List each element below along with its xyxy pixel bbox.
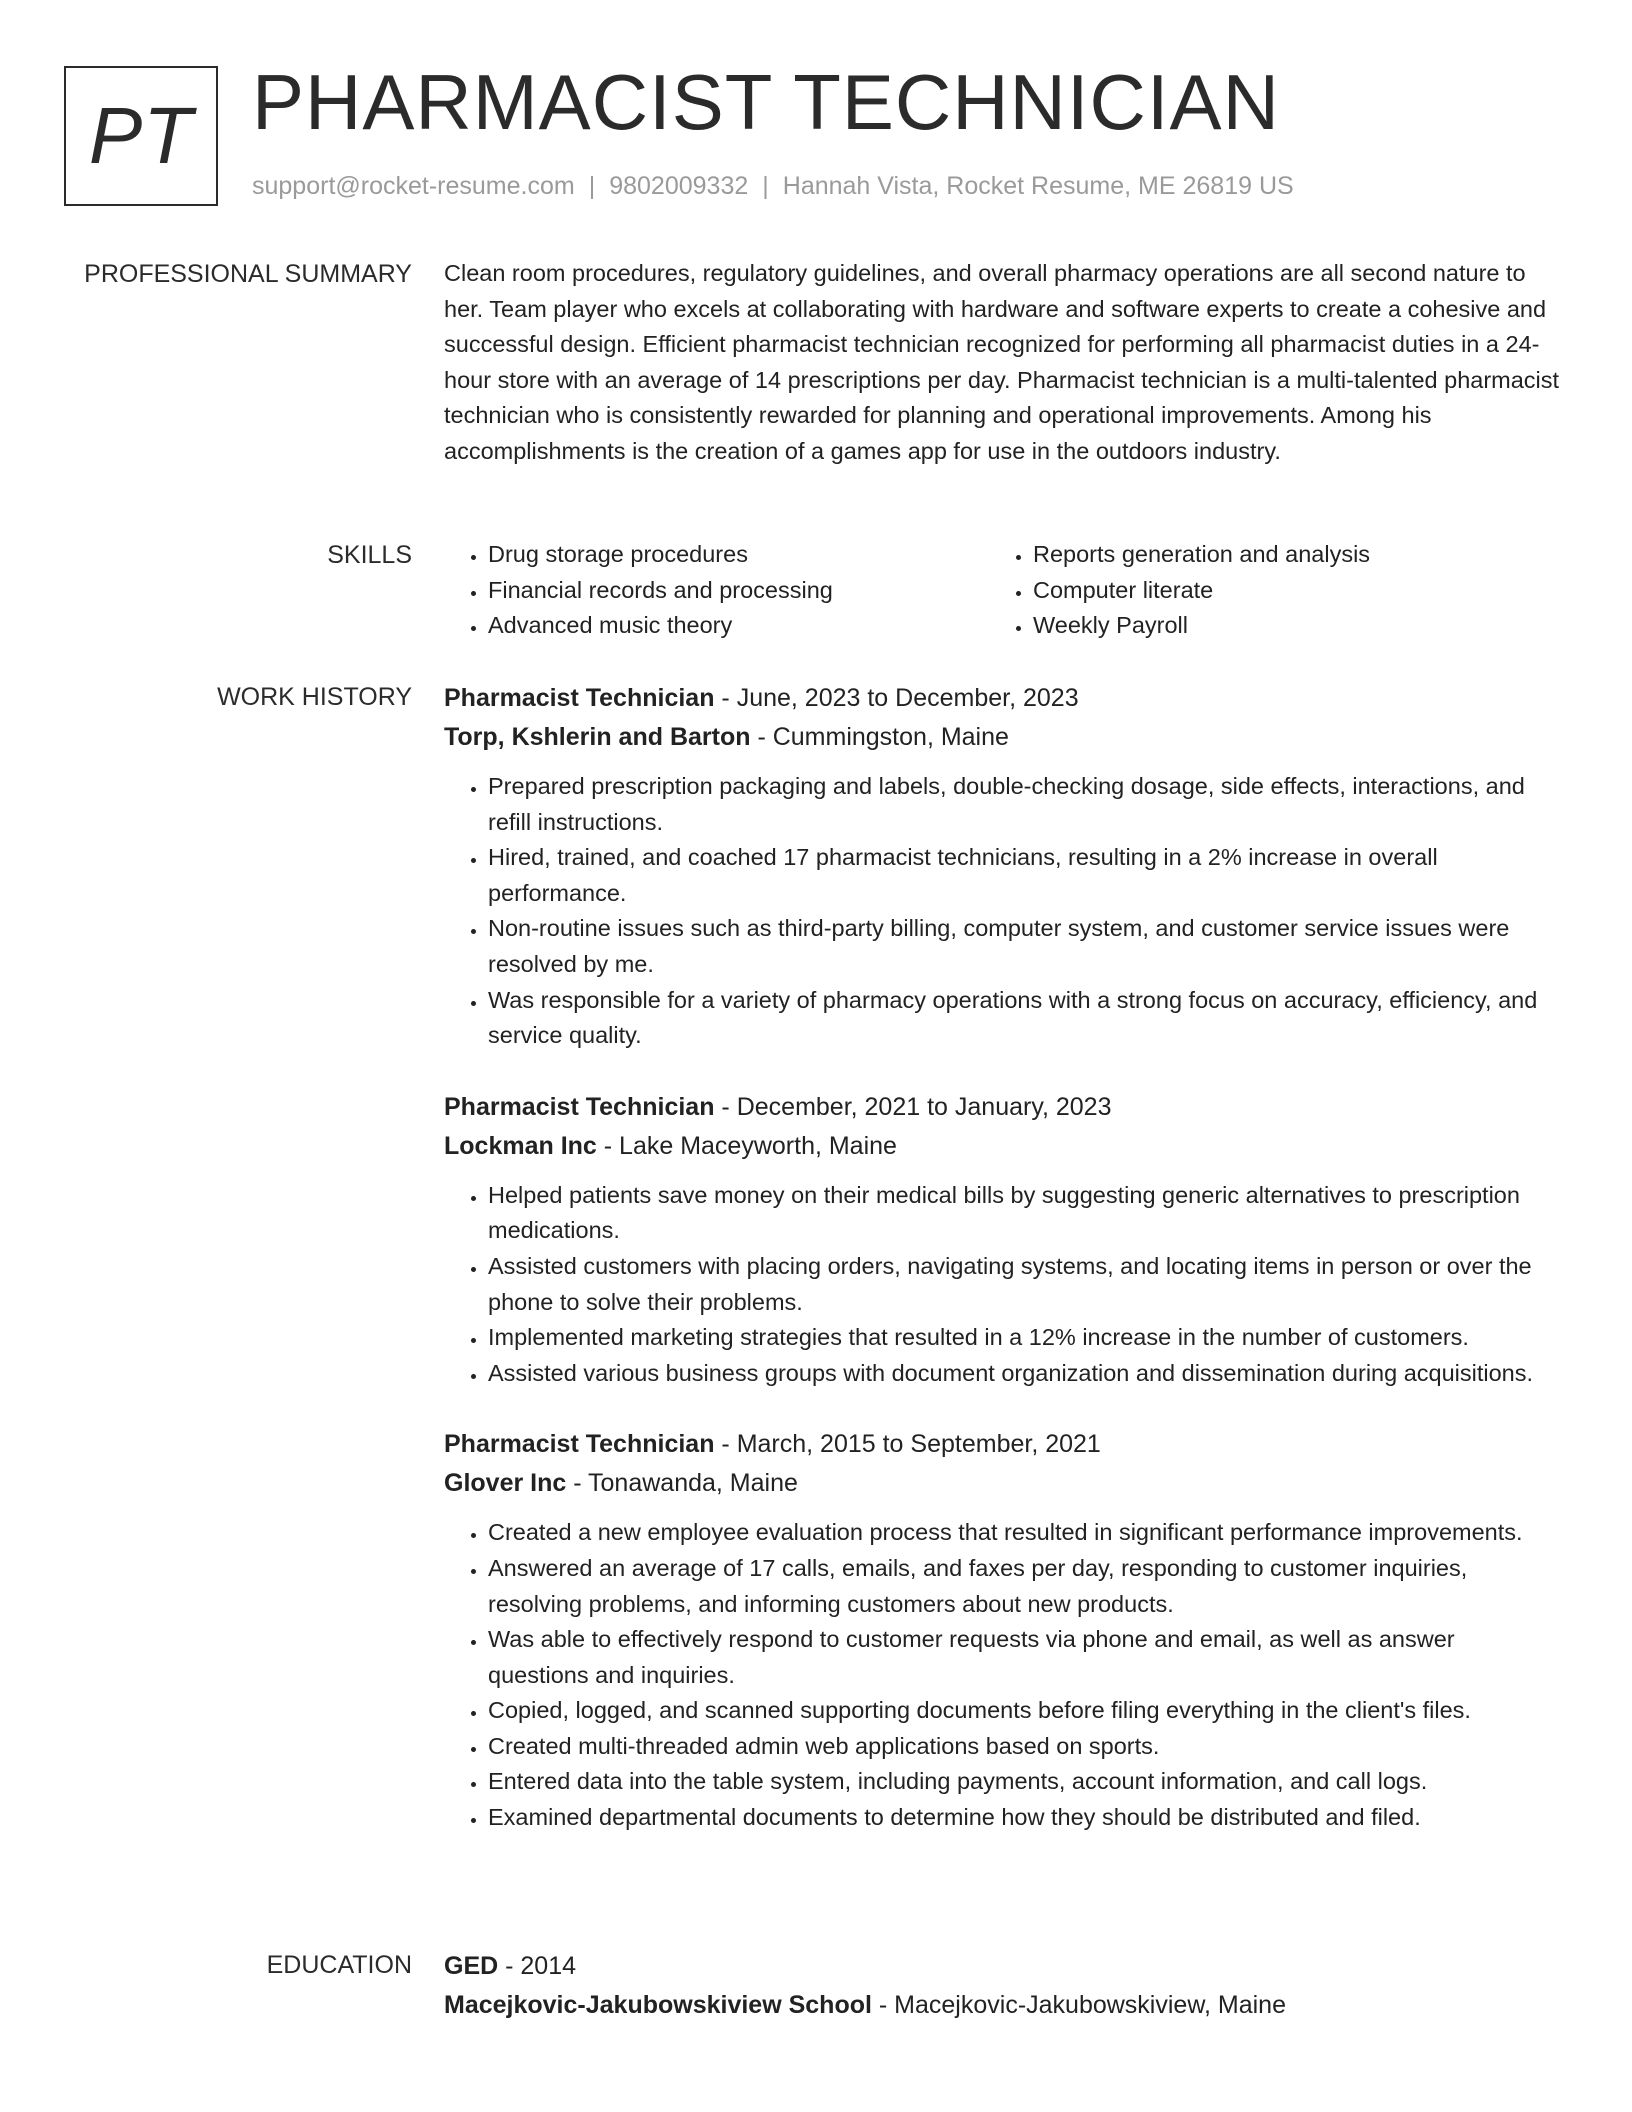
- job-title: Pharmacist Technician: [444, 1092, 715, 1121]
- degree: GED: [444, 1952, 499, 1980]
- job-title: Pharmacist Technician: [444, 684, 715, 712]
- job-title: Pharmacist Technician: [444, 1430, 715, 1459]
- job-company-line: [444, 1126, 1560, 1166]
- job-entry: [444, 1088, 1560, 1392]
- skill-item: • Computer literate: [1033, 573, 1534, 609]
- contact-phone[interactable]: 9802009332: [609, 172, 749, 200]
- job-location: - Lake Maceyworth, Maine: [596, 1131, 897, 1160]
- job-company-line: [444, 717, 1560, 757]
- skills-list-left: [444, 537, 989, 644]
- job-title-line: [444, 1425, 1560, 1463]
- skills-grid: [444, 537, 1560, 644]
- job-bullet: • Created a new employee evaluation process that resulted in significant performance improvements.: [488, 1515, 1560, 1551]
- job-bullets: [444, 1178, 1560, 1392]
- initials-monogram: [64, 66, 218, 206]
- degree-year: - 2014: [498, 1952, 577, 1980]
- school-location: - Macejkovic-Jakubowskiview, Maine: [871, 1991, 1286, 2019]
- degree-line: [444, 1947, 1560, 1985]
- job-bullet: • Answered an average of 17 calls, emails, and faxes per day, responding to customer inquiries, resolving problems, and informing customers about new products.: [488, 1551, 1560, 1622]
- skills-heading: SKILLS: [327, 541, 412, 569]
- candidate-name: PHARMACIST TECHNICIAN: [252, 58, 1280, 146]
- job-bullets: [444, 769, 1560, 1054]
- contact-line: [252, 172, 1294, 201]
- work-history-heading: WORK HISTORY: [217, 683, 412, 711]
- initials-text: PT: [88, 91, 194, 180]
- job-dates: - December, 2021 to January, 2023: [714, 1092, 1112, 1121]
- job-company: Torp, Kshlerin and Barton: [444, 723, 751, 751]
- job-company: Glover Inc: [444, 1469, 567, 1498]
- school-line: [444, 1985, 1560, 2025]
- summary-text: Clean room procedures, regulatory guidelines, and overall pharmacy operations are all second nature to her. Team player who excels at collaborating with hardware and software experts to create a cohesive and successful design. Efficient pharmacist technician recognized for performing all pharmacist duties in a 24-hour store with an average of 14 prescriptions per day. Pharmacist technician is a multi-talented pharmacist technician who is consistently rewarded for planning and operational improvements. Among his accomplishments is the creation of a games app for use in the outdoors industry.: [444, 260, 1560, 464]
- job-location: - Tonawanda, Maine: [566, 1469, 798, 1498]
- job-bullets: [444, 1515, 1560, 1835]
- job-entry: [444, 679, 1560, 1054]
- summary-heading: PROFESSIONAL SUMMARY: [84, 260, 412, 288]
- job-bullet: • Helped patients save money on their medical bills by suggesting generic alternatives to prescription medications.: [488, 1178, 1560, 1249]
- job-bullet: • Created multi-threaded admin web applications based on sports.: [488, 1729, 1560, 1765]
- job-bullet: • Copied, logged, and scanned supporting documents before filing everything in the client's files.: [488, 1693, 1560, 1729]
- skill-item: • Reports generation and analysis: [1033, 537, 1534, 573]
- job-bullet: • Assisted customers with placing orders, navigating systems, and locating items in person or over the phone to solve their problems.: [488, 1249, 1560, 1320]
- job-bullet: • Prepared prescription packaging and labels, double-checking dosage, side effects, interactions, and refill instructions.: [488, 769, 1560, 840]
- job-company: Lockman Inc: [444, 1131, 597, 1160]
- contact-email[interactable]: support@rocket-resume.com: [252, 172, 575, 200]
- contact-separator: |: [762, 172, 769, 200]
- skill-item: • Drug storage procedures: [488, 537, 989, 573]
- job-bullet: • Was responsible for a variety of pharmacy operations with a strong focus on accuracy, efficiency, and service quality.: [488, 983, 1560, 1054]
- job-bullet: • Was able to effectively respond to customer requests via phone and email, as well as answer questions and inquiries.: [488, 1622, 1560, 1693]
- job-bullet: • Entered data into the table system, including payments, account information, and call logs.: [488, 1764, 1560, 1800]
- job-dates: - June, 2023 to December, 2023: [714, 684, 1079, 712]
- skill-item: • Advanced music theory: [488, 608, 989, 644]
- job-title-line: [444, 679, 1560, 717]
- job-entry: [444, 1425, 1560, 1835]
- contact-address: Hannah Vista, Rocket Resume, ME 26819 US: [782, 172, 1294, 200]
- skill-item: • Weekly Payroll: [1033, 608, 1534, 644]
- education-heading: EDUCATION: [266, 1951, 412, 1979]
- job-bullet: • Non-routine issues such as third-party billing, computer system, and customer service issues were resolved by me.: [488, 911, 1560, 982]
- job-location: - Cummingston, Maine: [750, 723, 1009, 751]
- job-company-line: [444, 1463, 1560, 1503]
- contact-separator: |: [588, 172, 596, 200]
- job-bullet: • Implemented marketing strategies that resulted in a 12% increase in the number of customers.: [488, 1320, 1560, 1356]
- job-bullet: • Examined departmental documents to determine how they should be distributed and filed.: [488, 1800, 1560, 1836]
- job-title-line: [444, 1088, 1560, 1126]
- skill-item: • Financial records and processing: [488, 573, 989, 609]
- job-dates: - March, 2015 to September, 2021: [714, 1430, 1101, 1459]
- school-name: Macejkovic-Jakubowskiview School: [444, 1991, 872, 2019]
- job-bullet: • Hired, trained, and coached 17 pharmacist technicians, resulting in a 2% increase in overall performance.: [488, 840, 1560, 911]
- skills-list-right: [989, 537, 1534, 644]
- job-bullet: • Assisted various business groups with document organization and dissemination during acquisitions.: [488, 1356, 1560, 1392]
